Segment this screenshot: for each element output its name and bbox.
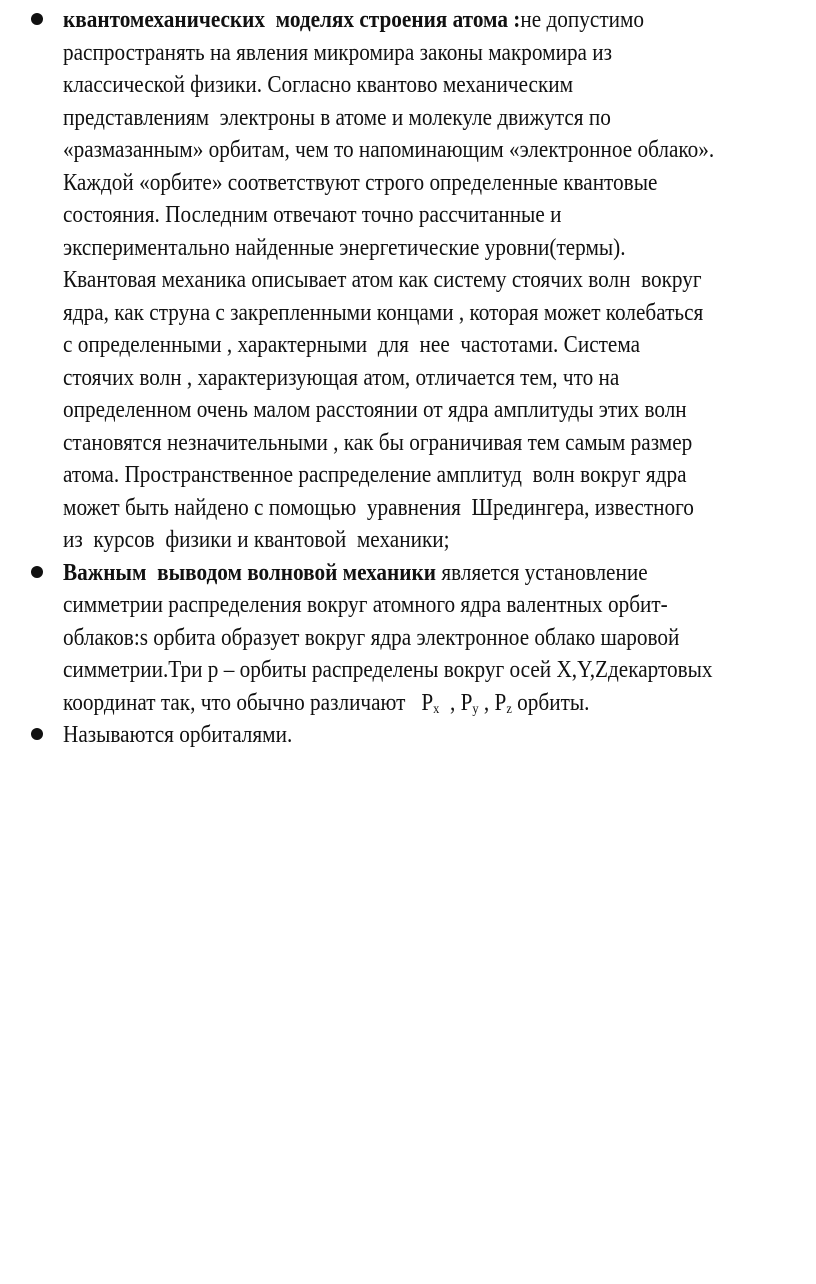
text-line: экспериментально найденные энергетические уровни(термы). — [63, 234, 626, 261]
bullet-item-wave-mechanics — [0, 557, 816, 720]
text-line: Каждой «орбите» соответствуют строго определенные квантовые — [63, 169, 658, 196]
text-line — [63, 4, 804, 37]
bold-heading: квантомеханических моделях строения атома : — [63, 7, 521, 33]
bold-heading: Важным выводом волновой механики — [63, 559, 437, 586]
document-body — [0, 4, 816, 752]
text: является установление — [436, 559, 648, 586]
text-line — [63, 557, 804, 590]
subscript: y — [472, 701, 479, 717]
text-line: стоячих волн , характеризующая атом, отличается тем, что на — [63, 364, 620, 391]
text-line: определенном очень малом расстоянии от ядра амплитуды этих волн — [63, 397, 687, 423]
text-line: распространять на явления микромира законы макромира из — [63, 39, 613, 66]
text: не допустимо — [520, 7, 645, 33]
bullet-icon — [31, 728, 43, 740]
text-line: симметрии.Три р – орбиты распределены вокруг осей X,Y,Zдекартовых — [63, 657, 713, 683]
text-line: классической физики. Согласно квантово механическим — [63, 72, 574, 98]
text-line: с определенными , характерными для нее частотами. Система — [63, 332, 641, 358]
text-line: облаков:s орбита образует вокруг ядра электронное облако шаровой — [63, 624, 680, 651]
text: орбиты. — [511, 689, 590, 716]
subscript: x — [433, 701, 440, 717]
bullet-icon — [31, 566, 43, 578]
text-line: «размазанным» орбитам, чем то напоминающим «электронное облако». — [63, 137, 715, 163]
text-line: Называются орбиталями. — [63, 722, 293, 748]
bullet-item-orbitals — [0, 719, 816, 752]
text: , P — [478, 689, 507, 716]
text-line: симметрии распределения вокруг атомного ядра валентных орбит- — [63, 592, 668, 618]
bullet-icon — [31, 13, 43, 25]
text-line: Квантовая механика описывает атом как систему стоячих волн вокруг — [63, 267, 702, 293]
text-line-orbitals — [63, 687, 804, 720]
text-line: состояния. Последним отвечают точно рассчитанные и — [63, 202, 562, 228]
bullet-item-quantum-models — [0, 4, 816, 557]
text-line: представлениям электроны в атоме и молекуле движутся по — [63, 104, 611, 131]
text: , P — [439, 689, 473, 716]
text-line: ядра, как струна с закрепленными концами , которая может колебаться — [63, 299, 704, 326]
text-line: атома. Пространственное распределение амплитуд волн вокруг ядра — [63, 462, 687, 488]
text-line: из курсов физики и квантовой механики; — [63, 527, 450, 553]
text-line: может быть найдено с помощью уравнения Шредингера, известного — [63, 494, 694, 521]
text-line: становятся незначительными , как бы ограничивая тем самым размер — [63, 429, 693, 456]
subscript: z — [506, 701, 512, 717]
text: координат так, что обычно различают P — [63, 689, 434, 716]
